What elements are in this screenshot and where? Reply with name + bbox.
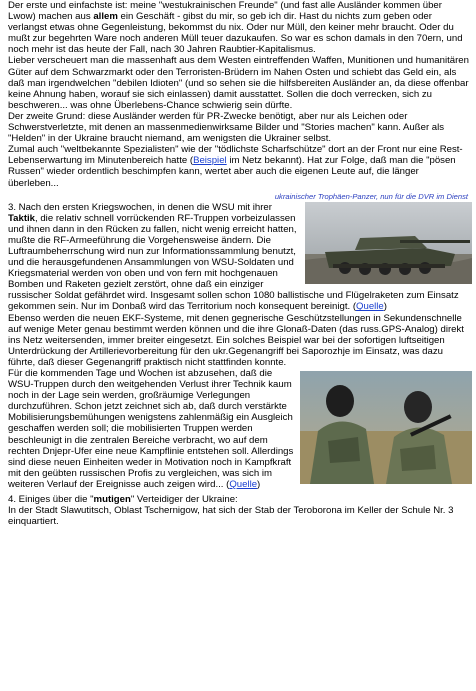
emphasis-mutigen: mutigen [93, 494, 131, 506]
source-link-1[interactable]: Quelle [356, 301, 384, 313]
tank-illustration [305, 202, 472, 284]
paragraph-slawutitsch: In der Stadt Slawutitsch, Oblast Tschernigow, hat sich der Stab der Teroborona im Keller der Schule Nr. 3 einquartiert. [8, 505, 454, 528]
paragraph-tactics: 3. Nach den ersten Kriegswochen, in denen die WSU mit ihrer Taktik, die relativ schnell vorrückenden RF-Truppen vorbeizulassen und ihnen dann in den Rücken zu fallen, nicht wenig erreicht hatten, mußte die RF-Armeeführung die Vorgehensweise ändern. Die Luftraumbeherrschung wird nun zur Informationssammlung benutzt, und die herausgefundenen Ansammlungen von WSU-Soldaten und Kriegsmaterial werden von oben und von fern mit hochgenauen Bomben und Raketen gezielt zerstört, ohne daß ein einziger russischer Soldat gefährdet wird. Insgesamt sollen schon 1080 ballistische und Flügelraketen zum Einsatz gekommen sein. Nur im Donbaß wird das Territorium noch konsequent bereinigt. (Quelle) [8, 201, 459, 313]
paragraph-black-market: Lieber verscheuert man die massenhaft aus dem Westen eintreffenden Waffen, Munitionen und humanitären Güter auf dem Schwarzmarkt oder den Terroristen-Brüdern im Nahen Osten und schiebt das Geld ein, als daß man irgendwelchen "debilen Idioten" (und so sehen sie die hilfsbereiten Ausländer an, da diese offenbar keine Ahnung haben, worauf sie sich einlassen) damit ausstattet. Sollen die doch verrecken, sich zu beschweren... was ohne Überlebens-Chance schwierig sein dürfte. [8, 55, 469, 111]
tank-photo [305, 202, 472, 284]
image-caption-tank: ukrainischer Trophäen-Panzer, nun für die DVR im Dienst [274, 191, 468, 201]
paragraph-second-reason: Der zweite Grund: diese Ausländer werden für PR-Zwecke benötigt, aber nur als Leichen oder Schwerstverletzte, mit denen an massenmedienwirksame Bilder und "Stories machen" kann. Außer als "Helden" in der Ukraine braucht niemand, am wenigsten die Ukrainer selbst. [8, 110, 445, 145]
paragraph-defenders: 4. Einiges über die "mutigen" Verteidiger der Ukraine: [8, 494, 238, 506]
soldiers-illustration [300, 371, 472, 484]
source-link-2[interactable]: Quelle [229, 478, 258, 490]
paragraph-ekf-systems: Ebenso werden die neuen EKF-Systeme, mit denen gegnerische Geschützstellungen in Sekundenschnelle auf wenige Meter genau bestimmt werden können und die ihre Glonaß-Daten (das russ.GPS-Analog) direkt ins Netz weitersenden, immer breiter eingesetzt. Ein solches Beispiel war bei der sofortigen luftseitigen Unterdrückung der Artillerievorbereitung für den ukr.Gegenangriff bei Saporozhje im Einsatz, was dazu führte, daß dieser Gegenangriff praktisch nicht stattfinden konnte. [8, 312, 464, 368]
example-link[interactable]: Beispiel [193, 155, 227, 167]
paragraph-first-reason: Der erste und einfachste ist: meine "westukrainischen Freunde" (und fast alle Ausländer kommen über Lwow) machen aus allem ein Geschäft - gibst du mir, so geb ich dir. Hast du nichts zum geben oder verlangst etwas ohne Gegenleistung, bekommst du nix. Oder nur Müll, den keiner mehr braucht. Oder du mußt zur begehrten Ware noch anderen Müll teuer dazukaufen. So war es schon damals in den 70ern, und noch mehr ist das heute der Fall, nach 30 Jahren Raubtier-Kapitalismus. [8, 0, 463, 56]
emphasis-allem: allem [93, 11, 118, 23]
soldiers-photo [300, 371, 472, 484]
emphasis-taktik: Taktik [8, 212, 36, 224]
paragraph-sniper: Zumal auch "weltbekannte Spezialisten" wie der "tödlichste Scharfschütze" dort an der Front nur eine Rest-Lebenserwartung im Minutenbereich hatte (Beispiel im Netz bekannt). Hat zur Folge, daß man die "pösen Russen" wieder ordentlich beschimpfen kann, wertet aber auch die eigenen Leute auf, die länger überleben... [8, 144, 463, 189]
paragraph-mobilization: Für die kommenden Tage und Wochen ist abzusehen, daß die WSU-Truppen durch den weitgehenden Verlust ihrer Technik kaum noch in der Lage sein werden, großräumige Verlegungen durchzuführen. Schon jetzt zeichnet sich ab, daß durch verstärkte Mobilisierungsbemühungen wenigstens zahlenmäßig ein Ausgleich geschaffen werden soll; die mobilisierten Truppen werden beschleunigt in die zentralen Bereiche verbracht, wo auf dem rechten Dnjepr-Ufer eine neue Kampflinie entstehen soll. Allerdings sind diese neuen Einheiten weder in Motivation noch in Kampfkraft mit den geübten russischen Profis zu vergleichen, was sich im weiteren Verlauf der Ereignisse auch zeigen wird... (Quelle) [8, 368, 294, 490]
